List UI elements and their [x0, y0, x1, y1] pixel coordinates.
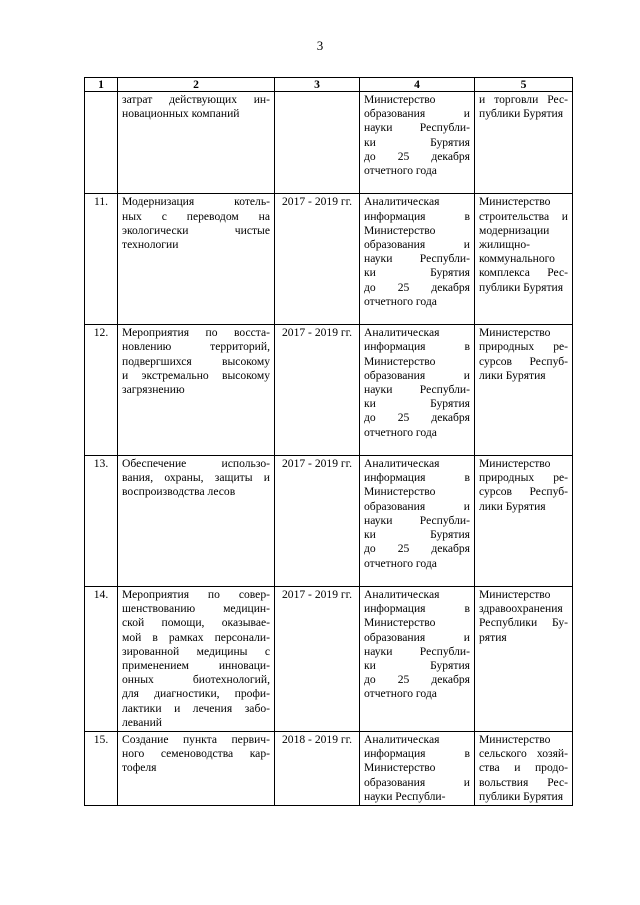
text-line: Министерство — [479, 326, 551, 340]
row-reporting — [360, 586, 475, 731]
text-line: до 25 декабря — [364, 149, 470, 163]
text-line: науки Республи- — [364, 383, 470, 397]
text-line: вания, охраны, защиты и — [122, 471, 270, 485]
text-line: Министерство — [364, 354, 436, 368]
text-line: строительства и — [479, 209, 568, 223]
text-line: публики Бурятия — [479, 280, 564, 294]
text-line: лики Бурятия — [479, 499, 546, 513]
text-line: образования и — [364, 368, 470, 382]
text-line: мой в рамках персонали- — [122, 630, 270, 644]
text-line: зированной медицины с — [122, 644, 270, 658]
table-row — [85, 731, 573, 805]
text-line: ных с переводом на — [122, 209, 270, 223]
text-line: отчетного года — [364, 294, 437, 308]
text-line: Аналитическая — [364, 457, 440, 471]
text-line: Министерство — [364, 223, 436, 237]
text-line: шенствованию медицин- — [122, 602, 270, 616]
text-line: Министерство — [479, 587, 551, 601]
text-line: сурсов Респуб- — [479, 354, 568, 368]
row-number: 15. — [85, 731, 118, 805]
text-line: Аналитическая — [364, 732, 440, 746]
text-line: Аналитическая — [364, 587, 440, 601]
text-line: образования и — [364, 499, 470, 513]
text-line: информация в — [364, 340, 470, 354]
text-line: до 25 декабря — [364, 411, 470, 425]
text-line: науки Республи- — [364, 252, 470, 266]
row-responsible — [475, 194, 573, 325]
text-line: ки Бурятия — [364, 135, 470, 149]
row-period: 2018 - 2019 гг. — [275, 731, 360, 805]
text-line: Министерство — [479, 195, 551, 209]
text-line: лактики и лечения забо- — [122, 701, 270, 715]
text-line: ки Бурятия — [364, 528, 470, 542]
row-number: 13. — [85, 456, 118, 587]
text-line: вольствия Рес- — [479, 775, 568, 789]
row-period: 2017 - 2019 гг. — [275, 325, 360, 456]
text-line: образования и — [364, 775, 470, 789]
text-line: комплекса Рес- — [479, 266, 568, 280]
header-col-4: 4 — [360, 78, 475, 92]
page-number: 3 — [316, 38, 324, 53]
row-reporting — [360, 194, 475, 325]
table-row — [85, 456, 573, 587]
text-line: образования и — [364, 630, 470, 644]
text-line: подвергшихся высокому — [122, 354, 270, 368]
row-measure — [118, 456, 275, 587]
row-number: 14. — [85, 586, 118, 731]
text-line: Республики Бу- — [479, 616, 568, 630]
text-line: науки Республи- — [364, 644, 470, 658]
text-line: здравоохранения — [479, 602, 563, 616]
text-line: науки Республи- — [364, 513, 470, 527]
text-line: и экстремально высокому — [122, 368, 270, 382]
text-line: сельского хозяй- — [479, 747, 568, 761]
text-line: отчетного года — [364, 425, 437, 439]
text-line: Мероприятия по совер- — [122, 587, 270, 601]
measures-table — [84, 77, 573, 806]
text-line: затрат действующих ин- — [122, 93, 270, 106]
header-col-5: 5 — [475, 78, 573, 92]
text-line: науки Республи- — [364, 789, 446, 803]
text-line: до 25 декабря — [364, 280, 470, 294]
text-line: информация в — [364, 209, 470, 223]
continuation-reporting — [360, 92, 475, 194]
text-line: образования и — [364, 107, 470, 121]
text-line: ного семеноводства кар- — [122, 747, 270, 761]
text-line: жилищно- — [479, 238, 530, 252]
text-line: Создание пункта первич- — [122, 732, 270, 746]
text-line: Аналитическая — [364, 326, 440, 340]
continuation-row — [85, 92, 573, 194]
text-line: ства и продо- — [479, 761, 568, 775]
header-col-2: 2 — [118, 78, 275, 92]
text-line: отчетного года — [364, 687, 437, 701]
continuation-num — [85, 92, 118, 194]
text-line: информация в — [364, 471, 470, 485]
text-line: леваний — [122, 715, 163, 729]
table-row — [85, 325, 573, 456]
text-line: отчетного года — [364, 556, 437, 570]
text-line: Министерство — [364, 761, 436, 775]
text-line: коммунального — [479, 252, 555, 266]
text-line: новационных компаний — [122, 107, 240, 121]
header-row — [85, 78, 573, 92]
text-line: природных ре- — [479, 471, 568, 485]
row-responsible — [475, 586, 573, 731]
text-line: новлению территорий, — [122, 340, 270, 354]
text-line: ки Бурятия — [364, 658, 470, 672]
text-line: Министерство — [479, 732, 551, 746]
text-line: информация в — [364, 602, 470, 616]
text-line: Министерство — [479, 457, 551, 471]
row-responsible — [475, 325, 573, 456]
text-line: экологически чистые — [122, 223, 270, 237]
text-line: ки Бурятия — [364, 397, 470, 411]
text-line: для диагностики, профи- — [122, 687, 270, 701]
text-line: Обеспечение использо- — [122, 457, 270, 471]
row-measure — [118, 325, 275, 456]
text-line: онных биотехнологий, — [122, 673, 270, 687]
row-number: 11. — [85, 194, 118, 325]
text-line: отчетного года — [364, 164, 437, 178]
row-period: 2017 - 2019 гг. — [275, 456, 360, 587]
text-line: информация в — [364, 747, 470, 761]
text-line: лики Бурятия — [479, 368, 546, 382]
text-line: публики Бурятия — [479, 789, 564, 803]
row-period: 2017 - 2019 гг. — [275, 194, 360, 325]
text-line: природных ре- — [479, 340, 568, 354]
text-line: до 25 декабря — [364, 673, 470, 687]
table-row — [85, 194, 573, 325]
text-line: публики Бурятия — [479, 107, 564, 121]
text-line: науки Республи- — [364, 121, 470, 135]
row-number: 12. — [85, 325, 118, 456]
row-measure — [118, 731, 275, 805]
row-responsible — [475, 731, 573, 805]
text-line: Аналитическая — [364, 195, 440, 209]
text-line: воспроизводства лесов — [122, 485, 236, 499]
text-line: сурсов Респуб- — [479, 485, 568, 499]
text-line: модернизации — [479, 223, 550, 237]
text-line: применением инноваци- — [122, 658, 270, 672]
table-row — [85, 586, 573, 731]
row-measure — [118, 194, 275, 325]
text-line: ки Бурятия — [364, 266, 470, 280]
text-line: и торговли Рес- — [479, 93, 568, 106]
row-reporting — [360, 456, 475, 587]
header-col-1: 1 — [85, 78, 118, 92]
text-line: Модернизация котель- — [122, 195, 270, 209]
text-line: до 25 декабря — [364, 542, 470, 556]
row-responsible — [475, 456, 573, 587]
text-line: образования и — [364, 238, 470, 252]
continuation-period — [275, 92, 360, 194]
text-line: Министерство — [364, 616, 436, 630]
row-reporting — [360, 325, 475, 456]
text-line: ской помощи, оказывае- — [122, 616, 270, 630]
text-line: рятия — [479, 630, 507, 644]
row-period: 2017 - 2019 гг. — [275, 586, 360, 731]
text-line: технологии — [122, 238, 179, 252]
text-line: тофеля — [122, 761, 157, 775]
row-measure — [118, 586, 275, 731]
header-col-3: 3 — [275, 78, 360, 92]
continuation-responsible — [475, 92, 573, 194]
continuation-measure — [118, 92, 275, 194]
text-line: Министерство — [364, 93, 436, 106]
text-line: Министерство — [364, 485, 436, 499]
text-line: загрязнению — [122, 383, 185, 397]
row-reporting — [360, 731, 475, 805]
text-line: Мероприятия по восста- — [122, 326, 270, 340]
